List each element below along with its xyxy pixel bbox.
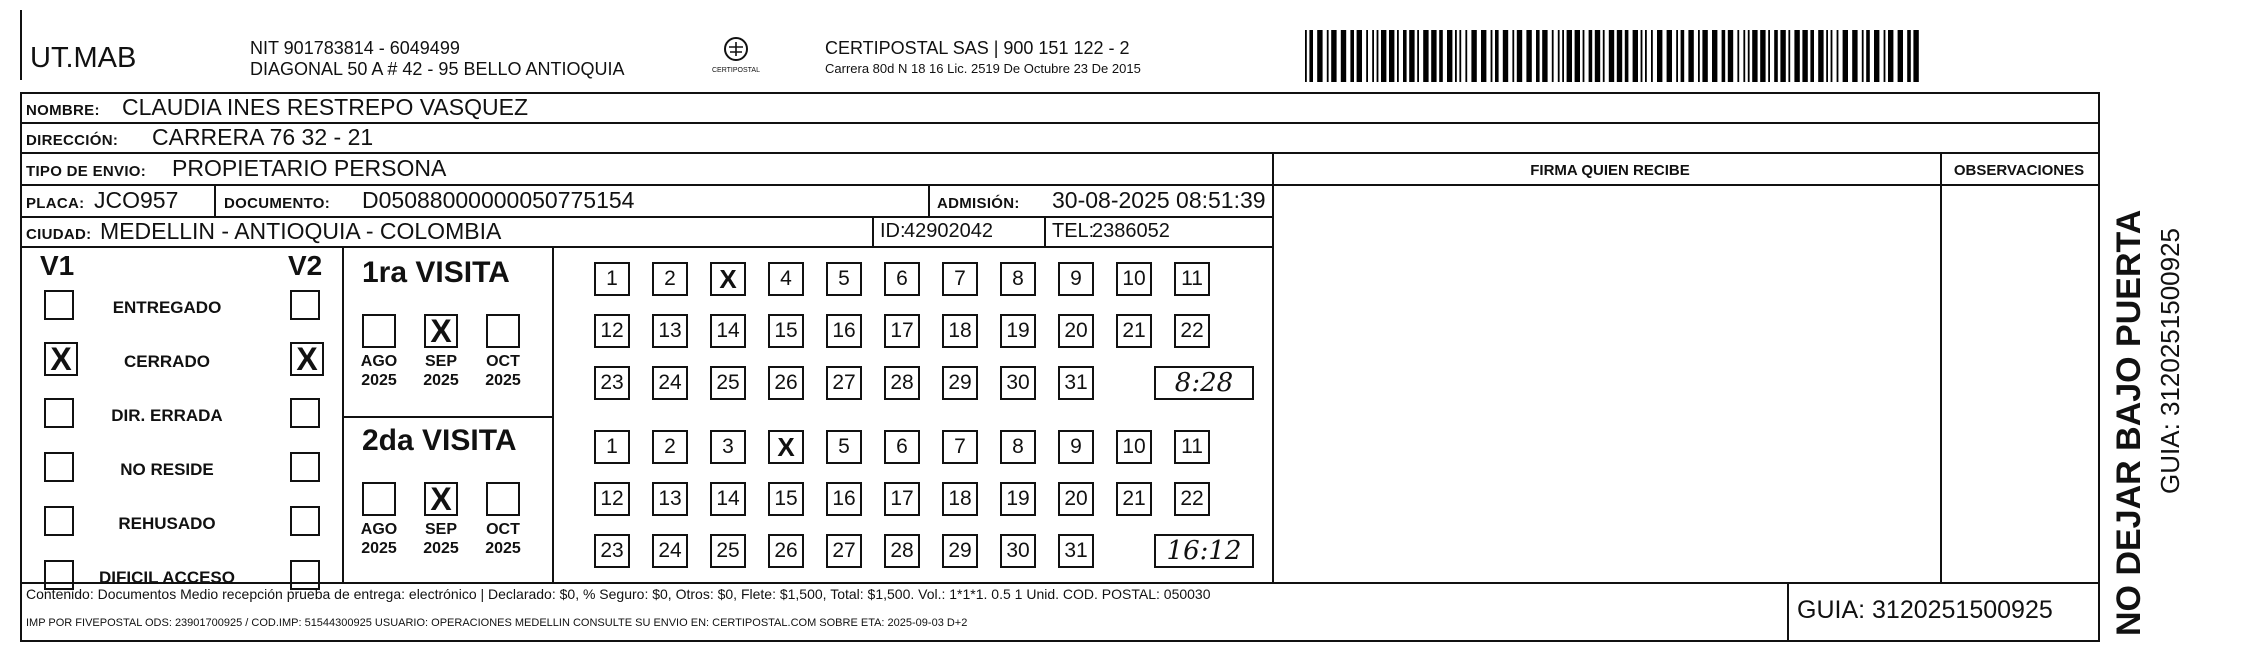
- barcode-bar: [1526, 30, 1531, 82]
- day-checkbox[interactable]: 7: [942, 262, 978, 296]
- day-checkbox[interactable]: 27: [826, 534, 862, 568]
- barcode-bar: [1589, 30, 1593, 82]
- status-checkbox-v1[interactable]: X: [44, 342, 78, 376]
- day-checkbox[interactable]: 1: [594, 262, 630, 296]
- month-label: OCT 2025: [485, 521, 521, 557]
- barcode-bar: [1366, 30, 1368, 82]
- barcode-bar: [1389, 30, 1394, 82]
- admision-value: 30-08-2025 08:51:39: [1052, 187, 1266, 213]
- handwritten-time: 8:28: [1154, 366, 1254, 400]
- barcode-bar: [1818, 30, 1823, 82]
- barcode-bar: [1862, 30, 1864, 82]
- status-checkbox-v2[interactable]: [290, 290, 320, 320]
- day-checkbox[interactable]: 7: [942, 430, 978, 464]
- divider: [1044, 218, 1046, 248]
- month-label: AGO 2025: [360, 353, 398, 389]
- day-checkbox[interactable]: 19: [1000, 482, 1036, 516]
- month-checkbox[interactable]: [362, 314, 396, 348]
- barcode-bar: [1737, 30, 1739, 82]
- day-checkbox[interactable]: 21: [1116, 314, 1152, 348]
- barcode-bar: [1495, 30, 1499, 82]
- barcode-bar: [1702, 30, 1707, 82]
- barcode-bar: [1431, 30, 1436, 82]
- day-checkbox[interactable]: 13: [652, 314, 688, 348]
- day-checkbox[interactable]: 14: [710, 482, 746, 516]
- day-checkbox[interactable]: 16: [826, 314, 862, 348]
- month-checkbox[interactable]: X: [424, 314, 458, 348]
- barcode-bar: [1317, 30, 1322, 82]
- nombre-value: CLAUDIA INES RESTREPO VASQUEZ: [122, 94, 529, 120]
- barcode-bar: [1341, 30, 1346, 82]
- day-checkbox[interactable]: 16: [826, 482, 862, 516]
- barcode-bar: [1552, 30, 1554, 82]
- barcode-bar: [1768, 30, 1770, 82]
- barcode-bar: [1357, 30, 1362, 82]
- barcode-bar: [1583, 30, 1585, 82]
- month-label: SEP 2025: [423, 521, 459, 557]
- day-checkbox[interactable]: 18: [942, 314, 978, 348]
- placa-value: JCO957: [94, 187, 179, 213]
- barcode-bar: [1423, 30, 1428, 82]
- barcode-bar: [1667, 30, 1672, 82]
- day-checkbox[interactable]: 6: [884, 262, 920, 296]
- day-checkbox[interactable]: 18: [942, 482, 978, 516]
- visit-title: 1ra VISITA: [362, 256, 510, 289]
- tel-value: 2386052: [1092, 220, 1170, 242]
- barcode-bar: [1898, 30, 1903, 82]
- day-checkbox[interactable]: 30: [1000, 366, 1036, 400]
- barcode-bar: [1417, 30, 1419, 82]
- direccion-label: DIRECCIÓN:: [26, 132, 119, 149]
- barcode-bar: [1907, 30, 1911, 82]
- id-label: ID:: [880, 220, 906, 242]
- day-checkbox[interactable]: X: [768, 430, 804, 464]
- footer-imp: IMP POR FIVEPOSTAL ODS: 23901700925 / COD.IMP: 51544300925 USUARIO: OPERACIONES MEDELLIN CONSULTE SU ENVIO EN: CERTIPOSTAL.COM SOBRE ETA: 2025-09-03 D+2: [26, 617, 968, 629]
- handwritten-time: 16:12: [1154, 534, 1254, 568]
- barcode-bar: [1397, 30, 1399, 82]
- v2-label: V2: [288, 250, 323, 281]
- status-checkbox-v2[interactable]: [290, 452, 320, 482]
- barcode-bar: [1884, 30, 1886, 82]
- day-checkbox[interactable]: 5: [826, 430, 862, 464]
- month-checkbox[interactable]: [486, 314, 520, 348]
- day-checkbox[interactable]: 31: [1058, 366, 1094, 400]
- barcode-bar: [1455, 30, 1457, 82]
- certipostal-logo: [712, 36, 760, 75]
- tipo-value: PROPIETARIO PERSONA: [172, 155, 447, 181]
- barcode-bar: [1641, 30, 1643, 82]
- barcode-bar: [1645, 30, 1647, 82]
- guide-form: [20, 92, 2100, 642]
- barcode-bar: [1728, 30, 1733, 82]
- day-checkbox[interactable]: 13: [652, 482, 688, 516]
- footer-content: Contenido: Documentos Medio recepción prueba de entrega: electrónico | Declarado: $0, % Seguro: $0, Otros: $0, Flete: $1,500, Total: $1,500. Vol.: 1*1*1. 0.5 1 Unid. COD. POSTAL: 050030: [26, 586, 1211, 602]
- barcode-bar: [1512, 30, 1514, 82]
- barcode-bar: [1843, 30, 1848, 82]
- day-checkbox[interactable]: 21: [1116, 482, 1152, 516]
- barcode-bar: [1517, 30, 1522, 82]
- footer-divider: [1787, 582, 1789, 640]
- status-checkbox-v2[interactable]: [290, 506, 320, 536]
- day-checkbox[interactable]: 23: [594, 534, 630, 568]
- placa-label: PLACA:: [26, 195, 85, 212]
- month-label: SEP 2025: [423, 353, 459, 389]
- day-checkbox[interactable]: 3: [710, 430, 746, 464]
- side-guia: GUIA: 3120251500925: [2155, 228, 2185, 494]
- day-checkbox[interactable]: 17: [884, 482, 920, 516]
- barcode-bar: [1802, 30, 1807, 82]
- barcode-bar: [1562, 30, 1564, 82]
- logo-icon: [721, 36, 751, 62]
- visit-title: 2da VISITA: [362, 424, 517, 457]
- day-checkbox[interactable]: 10: [1116, 430, 1152, 464]
- day-checkbox[interactable]: 17: [884, 314, 920, 348]
- row-tipo: [22, 154, 2098, 186]
- status-divider: [342, 248, 344, 582]
- barcode-bar: [1558, 30, 1560, 82]
- barcode-bar: [1403, 30, 1407, 82]
- day-checkbox[interactable]: 12: [594, 314, 630, 348]
- barcode-bar: [1567, 30, 1572, 82]
- status-option-label: NO RESIDE: [120, 460, 214, 479]
- barcode-bar: [1780, 30, 1785, 82]
- barcode-bar: [1465, 30, 1467, 82]
- signature-area[interactable]: [1274, 188, 1938, 580]
- admision-label: ADMISIÓN:: [937, 195, 1020, 212]
- barcode-bar: [1625, 30, 1629, 82]
- visit-divider: [552, 248, 554, 582]
- barcode-bar: [1748, 30, 1750, 82]
- barcode-bar: [1542, 30, 1547, 82]
- day-checkbox[interactable]: 20: [1058, 482, 1094, 516]
- barcode-bar: [1681, 30, 1685, 82]
- day-checkbox[interactable]: 15: [768, 482, 804, 516]
- day-checkbox[interactable]: 12: [594, 482, 630, 516]
- status-option-label: REHUSADO: [118, 514, 216, 533]
- day-checkbox[interactable]: 11: [1174, 430, 1210, 464]
- day-checkbox[interactable]: 9: [1058, 430, 1094, 464]
- v1-label: V1: [40, 250, 75, 281]
- day-checkbox[interactable]: 31: [1058, 534, 1094, 568]
- day-checkbox[interactable]: 29: [942, 366, 978, 400]
- barcode-bar: [1377, 30, 1379, 82]
- status-checkbox-v1[interactable]: [44, 452, 74, 482]
- divider: [214, 186, 216, 218]
- day-checkbox[interactable]: 24: [652, 366, 688, 400]
- barcode-bar: [1831, 30, 1833, 82]
- barcode-bar: [1657, 30, 1662, 82]
- month-checkbox[interactable]: [362, 482, 396, 516]
- barcode-bar: [1888, 30, 1893, 82]
- day-checkbox[interactable]: 10: [1116, 262, 1152, 296]
- tipo-label: TIPO DE ENVIO:: [26, 163, 147, 180]
- barcode-bar: [1595, 30, 1600, 82]
- day-checkbox[interactable]: 28: [884, 366, 920, 400]
- barcode-bar: [1743, 30, 1745, 82]
- day-checkbox[interactable]: 2: [652, 262, 688, 296]
- carrier-name: CERTIPOSTAL SAS | 900 151 122 - 2: [825, 38, 1130, 58]
- barcode-bar: [1712, 30, 1717, 82]
- day-checkbox[interactable]: 15: [768, 314, 804, 348]
- barcode-bar: [1305, 30, 1307, 82]
- day-checkbox[interactable]: 8: [1000, 430, 1036, 464]
- nit: NIT 901783814 - 6049499: [250, 38, 460, 58]
- barcode-bar: [1760, 30, 1765, 82]
- firma-header: FIRMA QUIEN RECIBE: [1530, 162, 1690, 179]
- barcode-bar: [1309, 30, 1313, 82]
- divider: [872, 218, 874, 248]
- barcode-bar: [1774, 30, 1778, 82]
- status-checkbox-v1[interactable]: [44, 290, 74, 320]
- status-checkbox-v2[interactable]: [290, 398, 320, 428]
- barcode-bar: [1826, 30, 1828, 82]
- barcode-bar: [1575, 30, 1580, 82]
- barcode-bar: [1837, 30, 1839, 82]
- day-checkbox[interactable]: 26: [768, 534, 804, 568]
- barcode-bar: [1481, 30, 1486, 82]
- barcode-bar: [1381, 30, 1386, 82]
- logo-text: CERTIPOSTAL: [712, 67, 760, 74]
- barcode-bar: [1794, 30, 1799, 82]
- day-checkbox[interactable]: 20: [1058, 314, 1094, 348]
- day-checkbox[interactable]: 1: [594, 430, 630, 464]
- day-checkbox[interactable]: 28: [884, 534, 920, 568]
- day-checkbox[interactable]: 27: [826, 366, 862, 400]
- day-checkbox[interactable]: 24: [652, 534, 688, 568]
- status-checkbox-v2[interactable]: X: [290, 342, 324, 376]
- barcode-bar: [1536, 30, 1540, 82]
- day-checkbox[interactable]: 6: [884, 430, 920, 464]
- day-checkbox[interactable]: 2: [652, 430, 688, 464]
- day-checkbox[interactable]: 25: [710, 366, 746, 400]
- status-option-label: DIR. ERRADA: [111, 406, 223, 425]
- barcode-bar: [1788, 30, 1790, 82]
- barcode-bar: [1409, 30, 1414, 82]
- month-checkbox[interactable]: [486, 482, 520, 516]
- direccion-value: CARRERA 76 32 - 21: [152, 124, 374, 150]
- ciudad-value: MEDELLIN - ANTIOQUIA - COLOMBIA: [100, 218, 502, 244]
- company-code: UT.MAB: [30, 42, 137, 74]
- status-option-label: ENTREGADO: [112, 298, 222, 317]
- month-label: AGO 2025: [360, 521, 398, 557]
- documento-value: D05088000000050775154: [362, 187, 635, 213]
- day-checkbox[interactable]: 19: [1000, 314, 1036, 348]
- status-option-label: CERRADO: [124, 352, 210, 371]
- barcode-bar: [1447, 30, 1452, 82]
- divider: [928, 186, 930, 218]
- barcode-bar: [1722, 30, 1726, 82]
- tel-label: TEL:: [1052, 220, 1095, 242]
- barcode-bar: [1866, 30, 1870, 82]
- id-value: 42902042: [904, 220, 993, 242]
- day-checkbox[interactable]: 22: [1174, 314, 1210, 348]
- barcode-bar: [1676, 30, 1678, 82]
- barcode-bar: [1633, 30, 1638, 82]
- barcode-bar: [1688, 30, 1693, 82]
- status-checkbox-v1[interactable]: [44, 398, 74, 428]
- side-notice: NO DEJAR BAJO PUERTA: [2110, 209, 2148, 636]
- month-checkbox[interactable]: X: [424, 482, 458, 516]
- nombre-label: NOMBRE:: [26, 102, 100, 119]
- day-checkbox[interactable]: 8: [1000, 262, 1036, 296]
- day-checkbox[interactable]: 23: [594, 366, 630, 400]
- barcode-bar: [1852, 30, 1857, 82]
- barcode-bar: [1331, 30, 1336, 82]
- barcode-bar: [1810, 30, 1814, 82]
- day-checkbox[interactable]: 11: [1174, 262, 1210, 296]
- status-checkbox-v1[interactable]: [44, 506, 74, 536]
- barcode-bar: [1327, 30, 1329, 82]
- barcode-bar: [1698, 30, 1700, 82]
- barcode-bar: [1459, 30, 1461, 82]
- barcode-bar: [1503, 30, 1508, 82]
- barcode-bar: [1617, 30, 1622, 82]
- barcode-bar: [1913, 30, 1918, 82]
- carrier-license: Carrera 80d N 18 16 Lic. 2519 De Octubre 23 De 2015: [825, 61, 1141, 76]
- day-checkbox[interactable]: 14: [710, 314, 746, 348]
- footer-guia: GUIA: 3120251500925: [1797, 596, 2053, 624]
- observaciones-header: OBSERVACIONES: [1953, 162, 2085, 179]
- observations-area[interactable]: [1942, 188, 2098, 580]
- row-direccion: [22, 124, 2098, 154]
- row-ciudad: [22, 218, 1272, 248]
- visit-separator: [342, 416, 552, 418]
- barcode-bar: [1752, 30, 1757, 82]
- day-checkbox[interactable]: 4: [768, 262, 804, 296]
- barcode: [1305, 30, 1925, 82]
- day-checkbox[interactable]: 29: [942, 534, 978, 568]
- row-nombre: [22, 94, 2098, 124]
- ciudad-label: CIUDAD:: [26, 226, 92, 243]
- barcode-bar: [1609, 30, 1614, 82]
- day-checkbox[interactable]: 26: [768, 366, 804, 400]
- day-checkbox[interactable]: 25: [710, 534, 746, 568]
- barcode-bar: [1350, 30, 1354, 82]
- day-checkbox[interactable]: 30: [1000, 534, 1036, 568]
- barcode-bar: [1471, 30, 1476, 82]
- status-option-label: DIFICIL ACCESO: [98, 568, 235, 587]
- row-placa: [22, 186, 1272, 218]
- barcode-bar: [1439, 30, 1443, 82]
- header-left-rule: [20, 10, 22, 80]
- barcode-bar: [1651, 30, 1653, 82]
- day-checkbox[interactable]: X: [710, 262, 746, 296]
- day-checkbox[interactable]: 5: [826, 262, 862, 296]
- barcode-bar: [1372, 30, 1374, 82]
- barcode-bar: [1874, 30, 1879, 82]
- month-label: OCT 2025: [485, 353, 521, 389]
- documento-label: DOCUMENTO:: [224, 195, 331, 212]
- sender-address: DIAGONAL 50 A # 42 - 95 BELLO ANTIOQUIA: [250, 59, 625, 79]
- day-checkbox[interactable]: 22: [1174, 482, 1210, 516]
- day-checkbox[interactable]: 9: [1058, 262, 1094, 296]
- barcode-bar: [1491, 30, 1493, 82]
- barcode-bar: [1603, 30, 1605, 82]
